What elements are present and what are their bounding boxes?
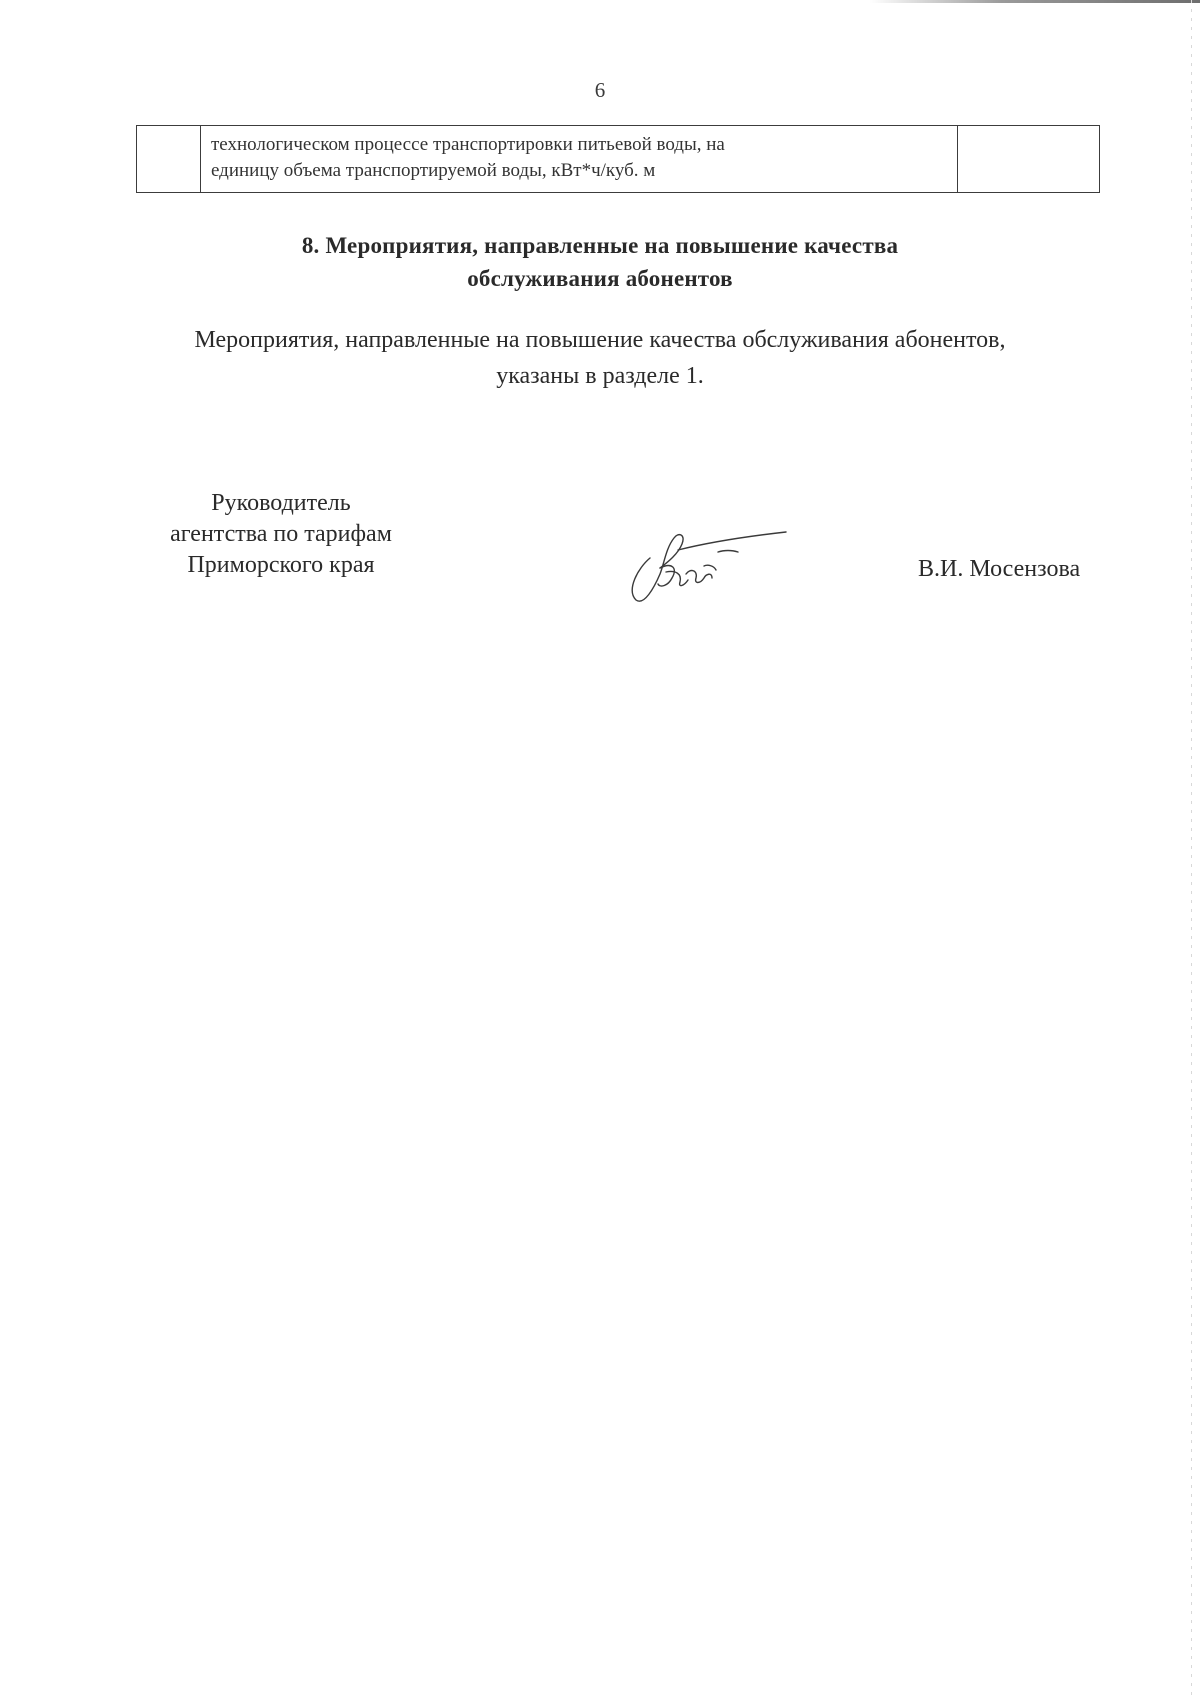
signatory-position-line: агентства по тарифам bbox=[170, 521, 392, 547]
signatory-name: В.И. Мосензова bbox=[918, 556, 1081, 582]
body-line: указаны в разделе 1. bbox=[496, 363, 704, 389]
section-heading-line: 8. Мероприятия, направленные на повышение качества bbox=[301, 233, 899, 258]
body-paragraph bbox=[0, 322, 1200, 394]
section-heading-line: обслуживания абонентов bbox=[467, 266, 733, 291]
table-column-divider bbox=[200, 126, 201, 192]
table-cell-line: технологическом процессе транспортировки питьевой воды, на bbox=[211, 134, 725, 155]
table-cell-description bbox=[211, 132, 951, 184]
section-heading bbox=[0, 229, 1200, 295]
signatory-position-line: Приморского края bbox=[187, 552, 375, 578]
signatory-position-line: Руководитель bbox=[211, 490, 351, 516]
page-number: 6 bbox=[594, 78, 606, 102]
body-line: Мероприятия, направленные на повышение качества обслуживания абонентов, bbox=[194, 327, 1006, 353]
scan-edge-top bbox=[870, 0, 1200, 3]
table-fragment bbox=[136, 125, 1100, 193]
table-column-divider bbox=[957, 126, 958, 192]
table-cell-line: единицу объема транспортируемой воды, кВт*ч/куб. м bbox=[211, 160, 656, 181]
signatory-position bbox=[146, 488, 416, 581]
handwritten-signature-icon bbox=[620, 528, 790, 608]
